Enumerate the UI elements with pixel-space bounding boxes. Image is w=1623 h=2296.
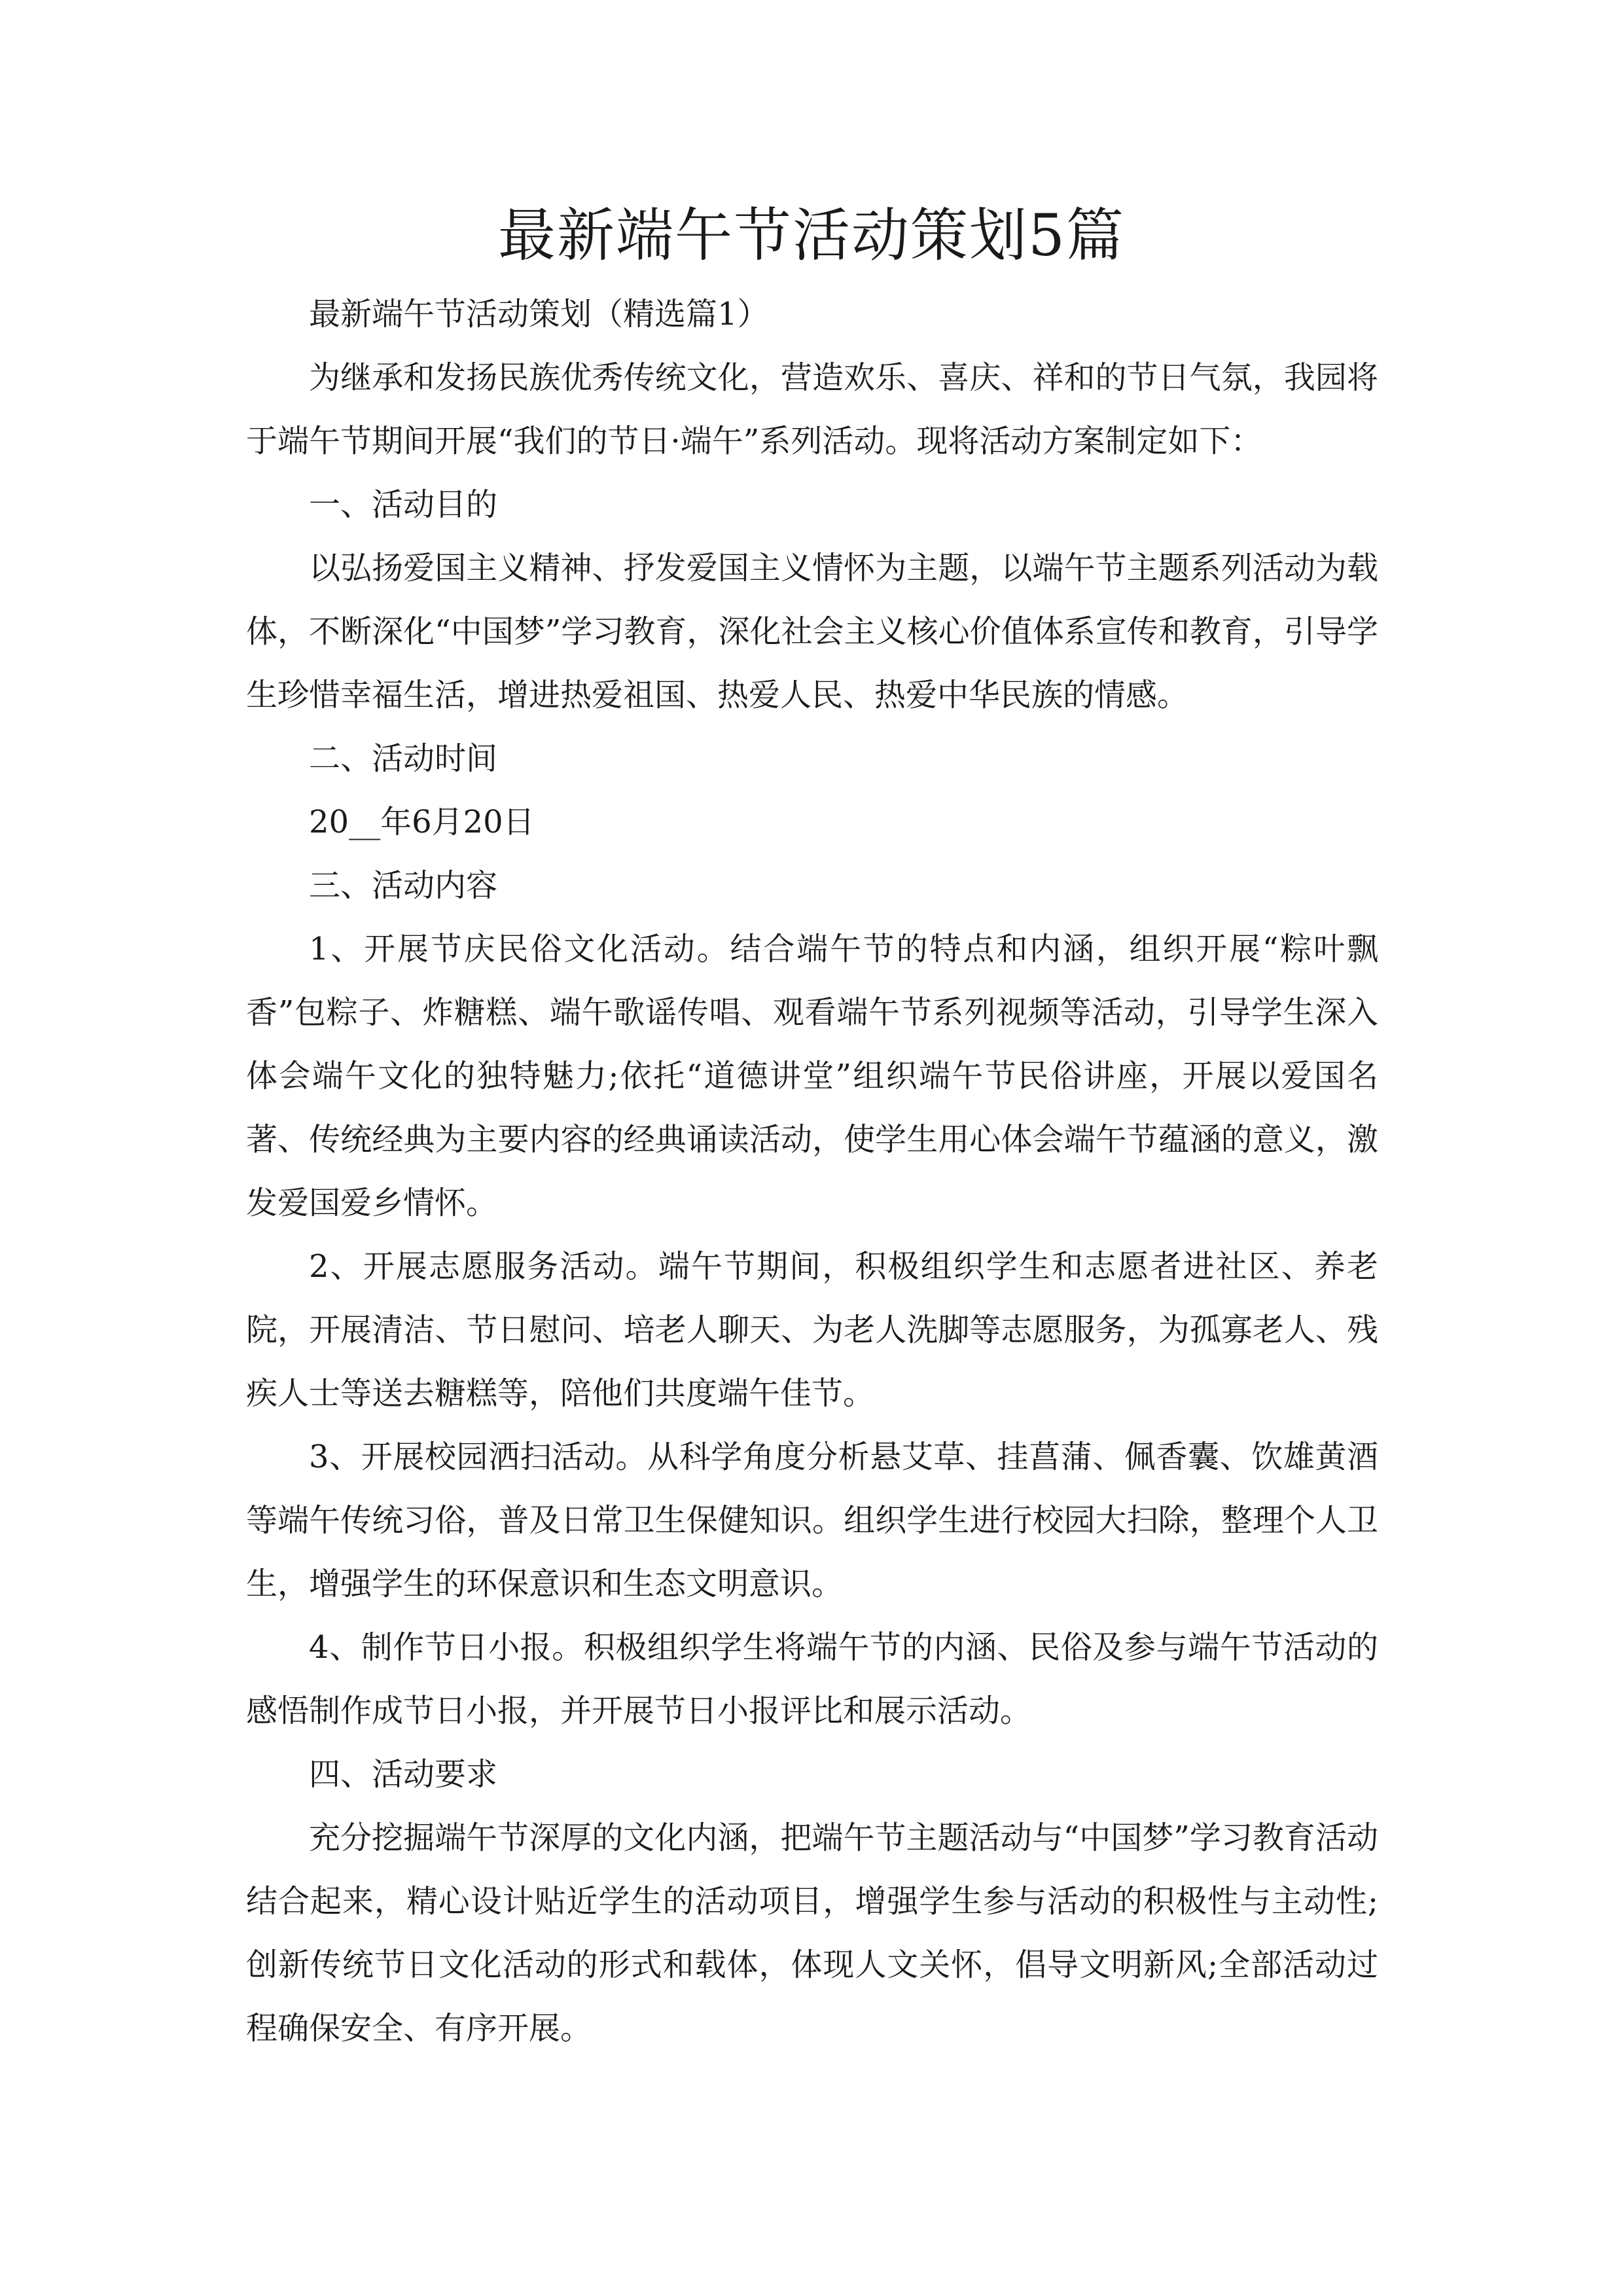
paragraph-date: 20__年6月20日 [309,804,535,840]
paragraph-content-3: 3、开展校园洒扫活动。从科学角度分析悬艾草、挂菖蒲、佩香囊、饮雄黄酒等端午传统习俗，普及日常卫生保健知识。组织学生进行校园大扫除，整理个人卫生，增强学生的环保意识和生态文明意识。 [246,1439,1378,1602]
paragraph-purpose: 以弘扬爱国主义精神、抒发爱国主义情怀为主题，以端午节主题系列活动为载体，不断深化“中国梦”学习教育，深化社会主义核心价值体系宣传和教育，引导学生珍惜幸福生活，增进热爱祖国、热爱人民、热爱中华民族的情感。 [246,550,1378,713]
document-title: 最新端午节活动策划5篇 [498,202,1125,269]
section-heading-content: 三、活动内容 [309,867,498,904]
paragraph-content-1: 1、开展节庆民俗文化活动。结合端午节的特点和内涵，组织开展“粽叶飘香”包粽子、炸糖糕、端午歌谣传唱、观看端午节系列视频等活动，引导学生深入体会端午文化的独特魅力;依托“道德讲堂”组织端午节民俗讲座，开展以爱国名著、传统经典为主要内容的经典诵读活动，使学生用心体会端午节蕴涵的意义，激发爱国爱乡情怀。 [246,931,1378,1221]
section-heading-time: 二、活动时间 [309,740,498,777]
paragraph-content-4: 4、制作节日小报。积极组织学生将端午节的内涵、民俗及参与端午节活动的感悟制作成节日小报，并开展节日小报评比和展示活动。 [246,1629,1378,1729]
section-heading-requirements: 四、活动要求 [309,1756,498,1793]
paragraph-intro: 为继承和发扬民族优秀传统文化，营造欢乐、喜庆、祥和的节日气氛，我园将于端午节期间开展“我们的节日·端午”系列活动。现将活动方案制定如下： [246,359,1378,459]
paragraph-subtitle: 最新端午节活动策划（精选篇1） [309,296,769,332]
document-body [246,283,1378,2060]
section-heading-purpose: 一、活动目的 [309,486,498,523]
paragraph-requirements: 充分挖掘端午节深厚的文化内涵，把端午节主题活动与“中国梦”学习教育活动结合起来，精心设计贴近学生的活动项目，增强学生参与活动的积极性与主动性;创新传统节日文化活动的形式和载体，体现人文关怀，倡导文明新风;全部活动过程确保安全、有序开展。 [246,1820,1378,2047]
paragraph-content-2: 2、开展志愿服务活动。端午节期间，积极组织学生和志愿者进社区、养老院，开展清洁、节日慰问、培老人聊天、为老人洗脚等志愿服务，为孤寡老人、残疾人士等送去糖糕等，陪他们共度端午佳节。 [246,1248,1378,1412]
